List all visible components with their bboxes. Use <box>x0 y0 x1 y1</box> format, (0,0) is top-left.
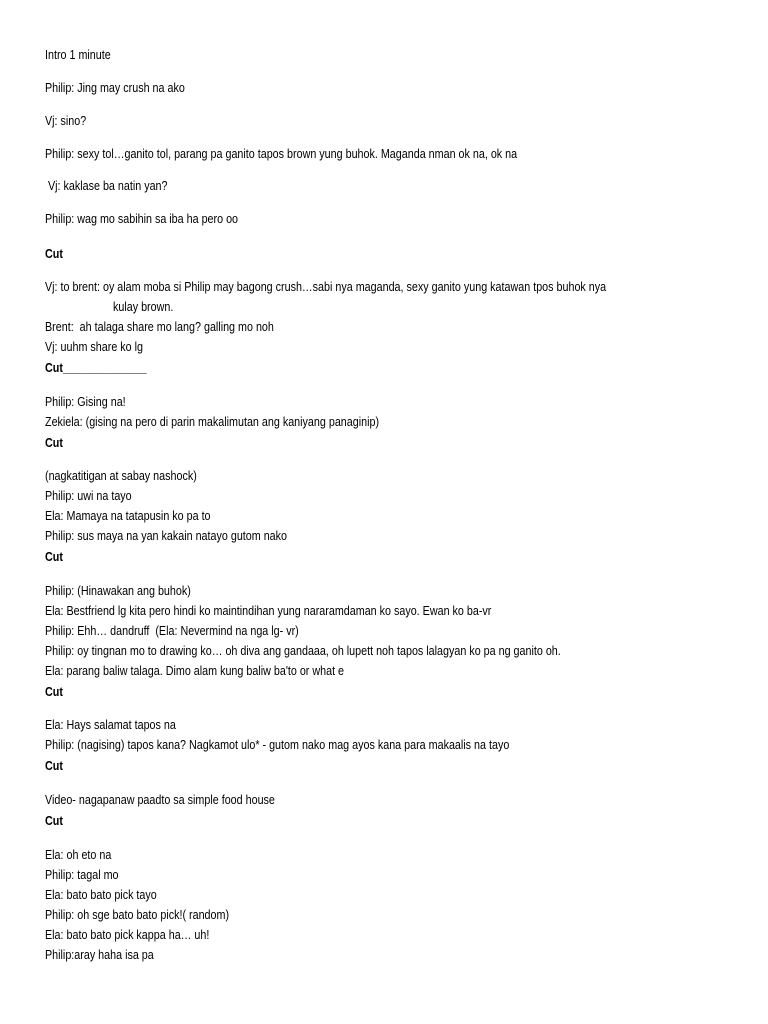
script-line: Video- nagapanaw paadto sa simple food house <box>45 793 275 807</box>
script-line: Philip: Ehh… dandruff (Ela: Nevermind na nga lg- vr) <box>45 624 299 638</box>
script-line: Philip: sus maya na yan kakain natayo gutom nako <box>45 529 288 543</box>
script-line: Ela: parang baliw talaga. Dimo alam kung baliw ba'to or what e <box>45 664 345 678</box>
cut-marker: Cut <box>45 685 63 699</box>
cut-marker: Cut______________ <box>45 361 147 375</box>
cut-marker: Cut <box>45 759 63 773</box>
intro-line: Intro 1 minute <box>45 48 111 62</box>
script-line: Philip:aray haha isa pa <box>45 948 154 962</box>
script-line: Ela: oh eto na <box>45 848 112 862</box>
script-line: Philip: oh sge bato bato pick!( random) <box>45 908 230 922</box>
script-line: Ela: Mamaya na tatapusin ko pa to <box>45 509 211 523</box>
script-line: Ela: bato bato pick kappa ha… uh! <box>45 928 210 942</box>
script-line: Philip: (nagising) tapos kana? Nagkamot ulo* - gutom nako mag ayos kana para makaalis na tayo <box>45 738 510 752</box>
cut-marker: Cut <box>45 550 63 564</box>
script-line: Zekiela: (gising na pero di parin makalimutan ang kaniyang panaginip) <box>45 415 380 429</box>
cut-marker: Cut <box>45 814 63 828</box>
script-line: Philip: (Hinawakan ang buhok) <box>45 584 191 598</box>
script-line: Ela: Hays salamat tapos na <box>45 718 176 732</box>
script-line: Brent: ah talaga share mo lang? galling mo noh <box>45 320 274 334</box>
script-line: Philip: Gising na! <box>45 395 126 409</box>
script-line: Vj: uuhm share ko lg <box>45 340 143 354</box>
script-line-continuation: kulay brown. <box>113 300 174 314</box>
script-line: Vj: to brent: oy alam moba si Philip may bagong crush…sabi nya maganda, sexy ganito yung katawan tpos buhok nya <box>45 280 607 294</box>
script-line: Philip: wag mo sabihin sa iba ha pero oo <box>45 212 239 226</box>
script-line: Ela: Bestfriend lg kita pero hindi ko maintindihan yung nararamdaman ko sayo. Ewan ko ba-vr <box>45 604 492 618</box>
cut-marker: Cut <box>45 247 63 261</box>
script-line: Philip: oy tingnan mo to drawing ko… oh diva ang gandaaa, oh lupett noh tapos lalagyan ko pa ng ganito oh. <box>45 644 561 658</box>
script-line: (nagkatitigan at sabay nashock) <box>45 469 197 483</box>
script-line: Philip: tagal mo <box>45 868 119 882</box>
script-line: Vj: sino? <box>45 114 87 128</box>
script-line: Philip: uwi na tayo <box>45 489 132 503</box>
cut-marker: Cut <box>45 436 63 450</box>
script-line: Ela: bato bato pick tayo <box>45 888 157 902</box>
script-line: Philip: Jing may crush na ako <box>45 81 185 95</box>
script-line: Philip: sexy tol…ganito tol, parang pa ganito tapos brown yung buhok. Maganda nman ok na, ok na <box>45 147 518 161</box>
script-line: Vj: kaklase ba natin yan? <box>45 179 168 193</box>
